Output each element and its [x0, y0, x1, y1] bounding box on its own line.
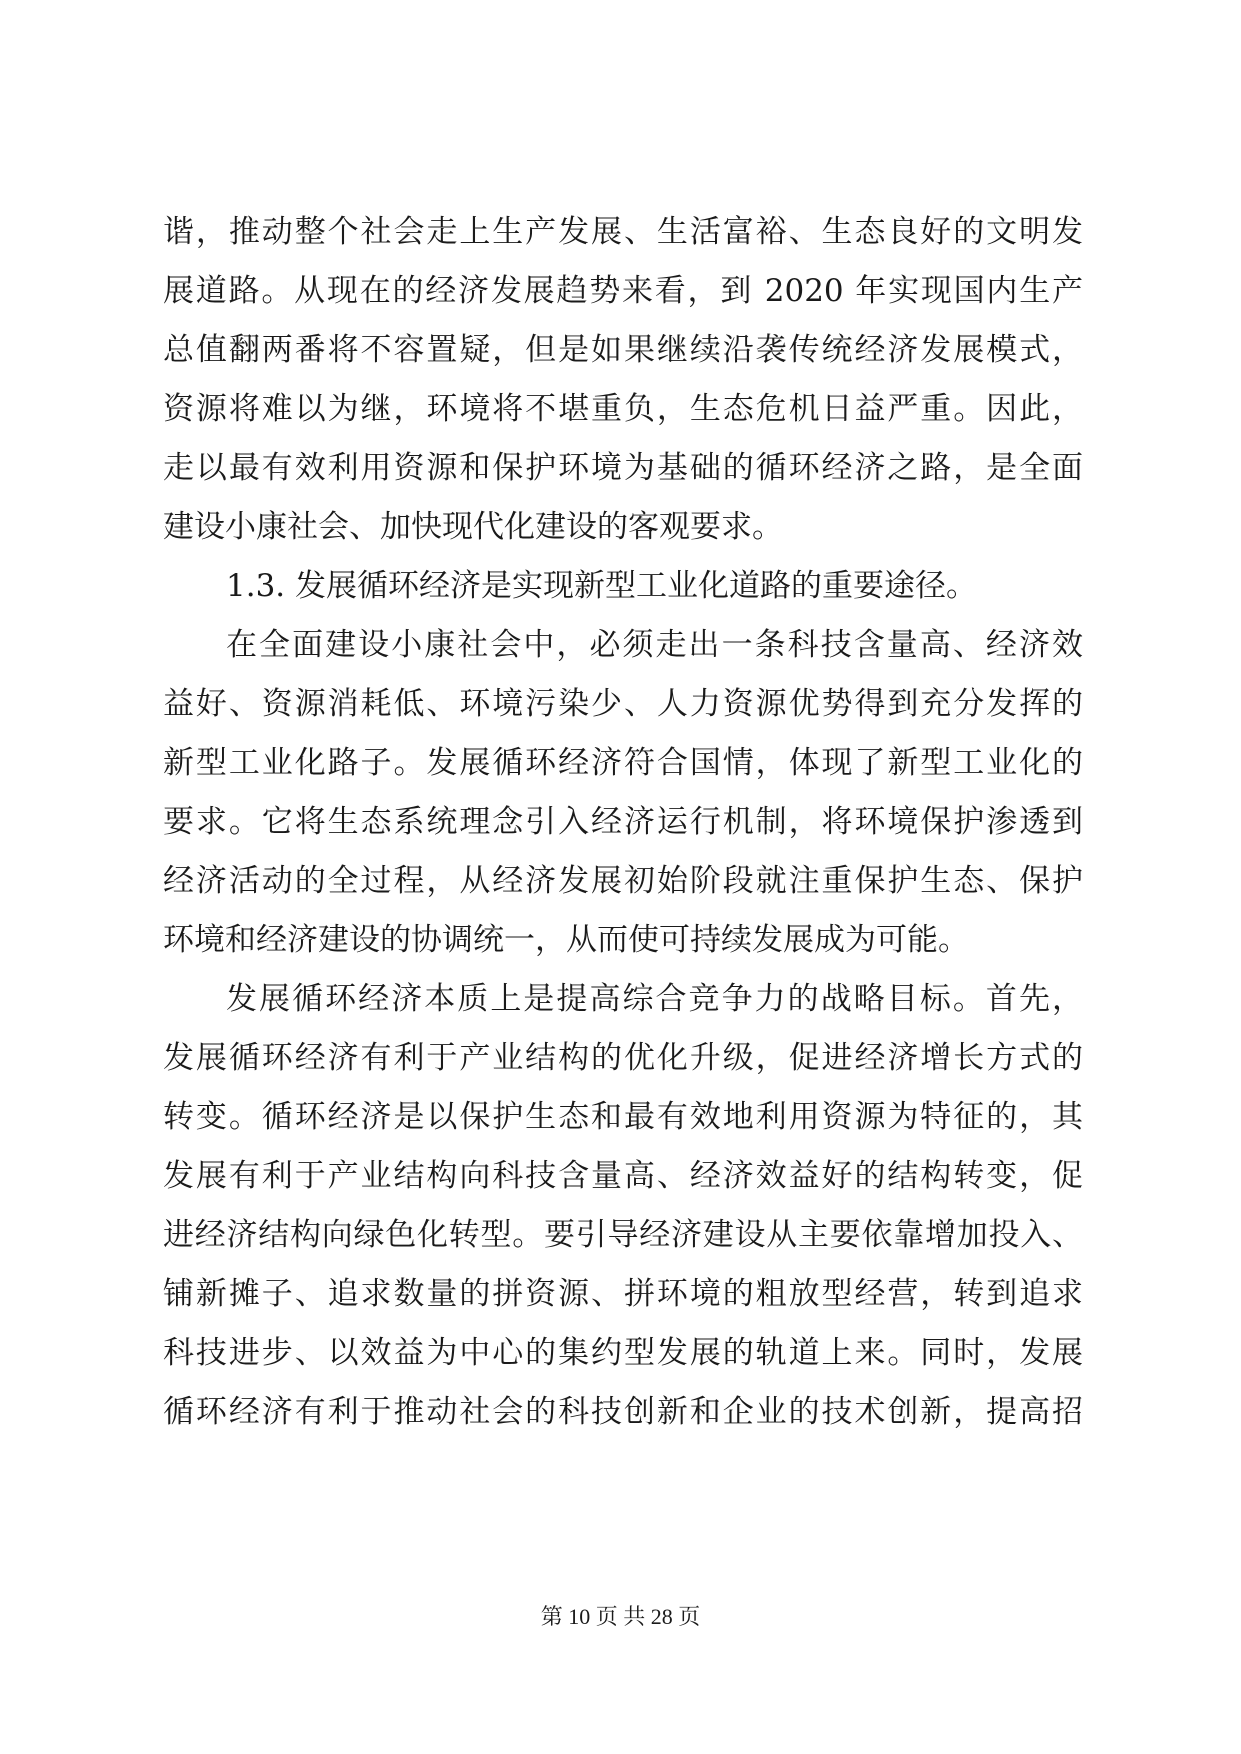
text-line: 发展有利于产业结构向科技含量高、经济效益好的结构转变，促: [163, 1158, 1083, 1194]
text-line: 总值翻两番将不容置疑，但是如果继续沿袭传统经济发展模式，: [163, 332, 1083, 368]
text-line: 经济活动的全过程，从经济发展初始阶段就注重保护生态、保护: [163, 863, 1083, 899]
text-line: 转变。循环经济是以保护生态和最有效地利用资源为特征的，其: [163, 1099, 1083, 1135]
text-line: 在全面建设小康社会中，必须走出一条科技含量高、经济效: [226, 627, 1083, 663]
text-line: 铺新摊子、追求数量的拼资源、拼环境的粗放型经营，转到追求: [163, 1276, 1083, 1312]
text-line: 建设小康社会、加快现代化建设的客观要求。: [163, 509, 783, 545]
section-heading: 1.3. 发展循环经济是实现新型工业化道路的重要途径。: [226, 568, 978, 604]
text-line: 要求。它将生态系统理念引入经济运行机制，将环境保护渗透到: [163, 804, 1083, 840]
text-line: 环境和经济建设的协调统一，从而使可持续发展成为可能。: [163, 922, 969, 958]
text-line: 发展循环经济有利于产业结构的优化升级，促进经济增长方式的: [163, 1040, 1083, 1076]
page-footer: 第 10 页 共 28 页: [540, 1604, 701, 1629]
text-line: 科技进步、以效益为中心的集约型发展的轨道上来。同时，发展: [163, 1335, 1083, 1371]
text-line: 资源将难以为继，环境将不堪重负，生态危机日益严重。因此，: [163, 391, 1083, 427]
text-line: 益好、资源消耗低、环境污染少、人力资源优势得到充分发挥的: [163, 686, 1083, 722]
text-line: 新型工业化路子。发展循环经济符合国情，体现了新型工业化的: [163, 745, 1083, 781]
text-line: 进经济结构向绿色化转型。要引导经济建设从主要依靠增加投入、: [163, 1217, 1083, 1253]
text-line: 谐，推动整个社会走上生产发展、生活富裕、生态良好的文明发: [163, 214, 1083, 250]
text-line: 展道路。从现在的经济发展趋势来看，到 2020 年实现国内生产: [163, 273, 1083, 309]
text-line: 循环经济有利于推动社会的科技创新和企业的技术创新，提高招: [163, 1394, 1083, 1430]
text-line: 发展循环经济本质上是提高综合竞争力的战略目标。首先，: [226, 981, 1083, 1017]
text-line: 走以最有效利用资源和保护环境为基础的循环经济之路，是全面: [163, 450, 1083, 486]
